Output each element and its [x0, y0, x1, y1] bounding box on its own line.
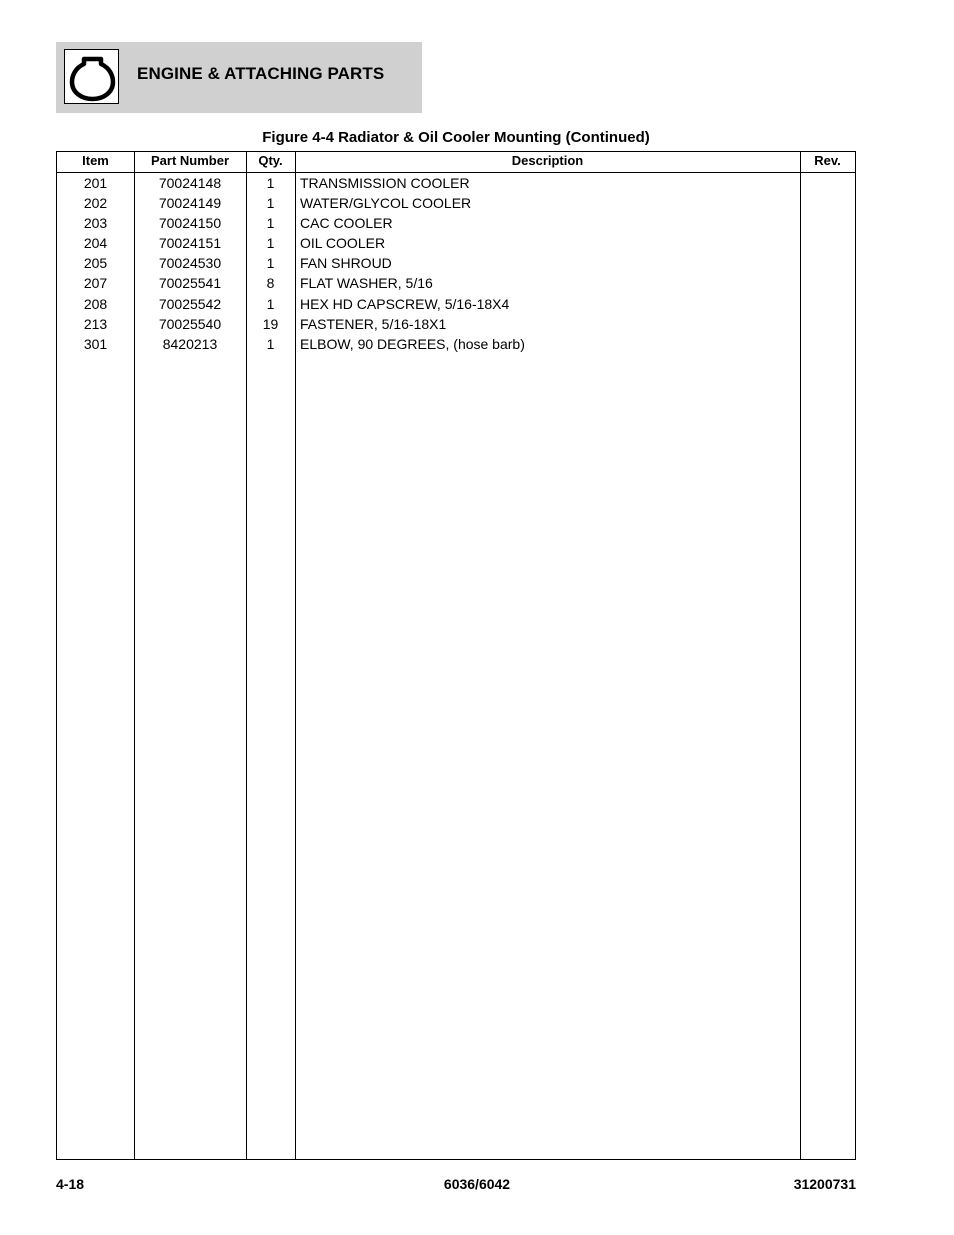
cell-item: 202: [83, 195, 108, 212]
cell-qty: 19: [262, 315, 279, 332]
table-body: [57, 173, 855, 354]
cell-item: 207: [83, 275, 108, 292]
cell-item: 213: [83, 315, 108, 332]
parts-table: [56, 151, 856, 1160]
cell-part-number: 70025541: [158, 275, 222, 292]
table-row: [57, 193, 855, 213]
cell-description: FLAT WASHER, 5/16: [300, 275, 433, 292]
engine-icon: [64, 49, 119, 104]
cell-qty: 1: [266, 215, 275, 232]
table-row: [57, 273, 855, 293]
table-row: [57, 314, 855, 334]
document-number: 31200731: [793, 1176, 856, 1192]
cell-qty: 1: [266, 175, 275, 191]
cell-part-number: 70024149: [158, 195, 222, 212]
table-row: [57, 213, 855, 233]
cell-item: 204: [83, 235, 108, 252]
page-number: 4-18: [56, 1176, 85, 1192]
cell-qty: 1: [266, 335, 275, 352]
cell-part-number: 70024148: [158, 175, 222, 191]
cell-description: ELBOW, 90 DEGREES, (hose barb): [300, 335, 525, 352]
table-row: [57, 334, 855, 354]
cell-description: HEX HD CAPSCREW, 5/16-18X4: [300, 295, 510, 312]
column-header-rev: Rev.: [814, 153, 841, 168]
cell-description: FAN SHROUD: [300, 255, 392, 272]
cell-qty: 1: [266, 195, 275, 212]
table-row: [57, 173, 855, 193]
cell-part-number: 70024150: [158, 215, 222, 232]
cell-part-number: 70024530: [158, 255, 222, 272]
cell-part-number: 70025542: [158, 295, 222, 312]
cell-item: 301: [83, 335, 108, 352]
cell-description: OIL COOLER: [300, 235, 386, 252]
cell-part-number: 70025540: [158, 315, 222, 332]
cell-qty: 1: [266, 295, 275, 312]
cell-description: FASTENER, 5/16-18X1: [300, 315, 447, 332]
column-header-item: Item: [82, 153, 109, 168]
cell-item: 205: [83, 255, 108, 272]
column-header-qty: Qty.: [258, 153, 283, 168]
section-title: ENGINE & ATTACHING PARTS: [137, 64, 385, 83]
cell-description: TRANSMISSION COOLER: [300, 175, 470, 191]
cell-description: WATER/GLYCOL COOLER: [300, 195, 472, 212]
cell-qty: 1: [266, 255, 275, 272]
table-row: [57, 233, 855, 253]
model-number: 6036/6042: [443, 1176, 511, 1192]
cell-part-number: 70024151: [158, 235, 222, 252]
table-row: [57, 294, 855, 314]
cell-item: 201: [83, 175, 108, 191]
cell-item: 203: [83, 215, 108, 232]
table-row: [57, 253, 855, 273]
figure-title: Figure 4-4 Radiator & Oil Cooler Mounting (Continued): [262, 129, 650, 146]
cell-qty: 8: [266, 275, 275, 292]
cell-description: CAC COOLER: [300, 215, 393, 232]
cell-item: 208: [83, 295, 108, 312]
cell-part-number: 8420213: [162, 335, 218, 352]
column-header-part-number: Part Number: [150, 153, 230, 168]
cell-qty: 1: [266, 235, 275, 252]
column-header-description: Description: [511, 153, 584, 168]
